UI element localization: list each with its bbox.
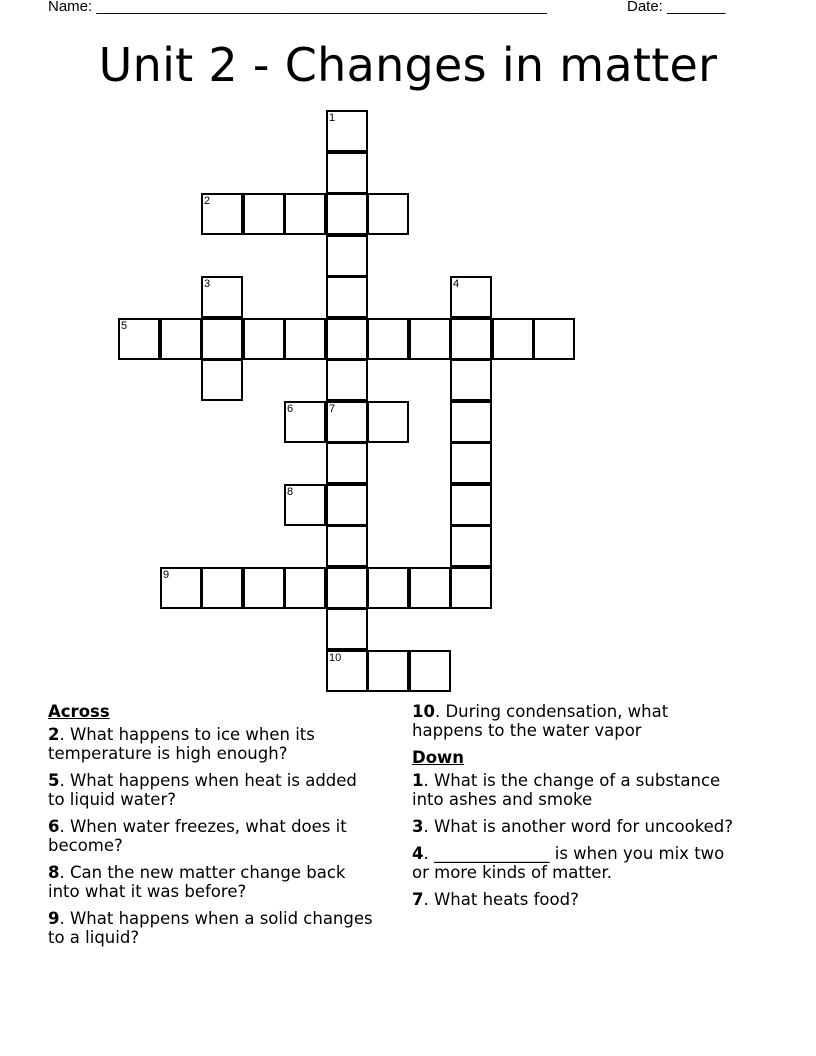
crossword-cell[interactable] xyxy=(284,484,326,526)
clue-across-6: 6. When water freezes, what does it become? xyxy=(48,817,347,855)
crossword-cell[interactable] xyxy=(201,359,243,401)
crossword-cell[interactable] xyxy=(326,193,368,235)
crossword-cell[interactable] xyxy=(326,318,368,360)
crossword-cell[interactable] xyxy=(326,359,368,401)
name-label: Name: xyxy=(48,0,93,15)
crossword-cell[interactable] xyxy=(284,193,326,235)
crossword-cell[interactable] xyxy=(326,567,368,609)
across-heading: Across xyxy=(48,702,110,721)
date-field[interactable] xyxy=(627,0,725,16)
crossword-cell[interactable] xyxy=(450,442,492,484)
crossword-cell[interactable] xyxy=(326,608,368,650)
crossword-cell[interactable] xyxy=(450,525,492,567)
crossword-cell[interactable] xyxy=(533,318,575,360)
crossword-cell[interactable] xyxy=(450,359,492,401)
crossword-cell[interactable] xyxy=(326,525,368,567)
clue-across-8: 8. Can the new matter change back into what it was before? xyxy=(48,863,346,901)
crossword-cell[interactable] xyxy=(284,318,326,360)
crossword-cell[interactable] xyxy=(450,401,492,443)
clue-down-3: 3. What is another word for uncooked? xyxy=(412,817,734,836)
crossword-cell[interactable] xyxy=(450,567,492,609)
crossword-cell[interactable] xyxy=(367,650,409,692)
crossword-cell[interactable] xyxy=(409,318,451,360)
clue-down-4: 4. ______________ is when you mix two or more kinds of matter. xyxy=(412,844,725,882)
clue-number: 2 xyxy=(204,195,211,207)
clue-across-10: 10. During condensation, what happens to the water vapor xyxy=(412,702,669,740)
date-label: Date: xyxy=(627,0,663,15)
crossword-cell[interactable] xyxy=(409,650,451,692)
clue-number: 1 xyxy=(329,112,336,124)
crossword-cell[interactable] xyxy=(201,567,243,609)
crossword-cell[interactable] xyxy=(367,318,409,360)
clue-across-5: 5. What happens when heat is added to liquid water? xyxy=(48,771,357,809)
crossword-cell[interactable] xyxy=(326,235,368,277)
crossword-cell[interactable] xyxy=(201,193,243,235)
clue-number: 8 xyxy=(287,486,294,498)
crossword-cell[interactable] xyxy=(367,401,409,443)
clue-across-9: 9. What happens when a solid changes to a liquid? xyxy=(48,909,373,947)
crossword-cell[interactable] xyxy=(450,484,492,526)
crossword-cell[interactable] xyxy=(326,276,368,318)
name-line: ______________________________________________________ xyxy=(96,0,547,15)
clue-number: 10 xyxy=(329,652,342,664)
crossword-cell[interactable] xyxy=(284,567,326,609)
crossword-cell[interactable] xyxy=(201,318,243,360)
clue-number: 6 xyxy=(287,403,294,415)
crossword-cell[interactable] xyxy=(326,110,368,152)
crossword-cell[interactable] xyxy=(326,484,368,526)
crossword-cell[interactable] xyxy=(284,401,326,443)
crossword-cell[interactable] xyxy=(326,152,368,194)
crossword-cell[interactable] xyxy=(201,276,243,318)
crossword-cell[interactable] xyxy=(326,401,368,443)
down-clues xyxy=(412,702,742,917)
clue-down-7: 7. What heats food? xyxy=(412,890,579,909)
clue-number: 9 xyxy=(163,569,170,581)
crossword-cell[interactable] xyxy=(492,318,534,360)
clue-number: 5 xyxy=(121,320,128,332)
across-clues xyxy=(48,702,378,955)
crossword-cell[interactable] xyxy=(450,276,492,318)
crossword-cell[interactable] xyxy=(326,442,368,484)
crossword-cell[interactable] xyxy=(160,567,202,609)
crossword-cell[interactable] xyxy=(367,567,409,609)
crossword-cell[interactable] xyxy=(367,193,409,235)
name-field[interactable] xyxy=(48,0,547,16)
crossword-cell[interactable] xyxy=(160,318,202,360)
crossword-cell[interactable] xyxy=(243,318,285,360)
clue-number: 4 xyxy=(453,278,460,290)
crossword-cell[interactable] xyxy=(243,193,285,235)
clue-down-1: 1. What is the change of a substance into ashes and smoke xyxy=(412,771,721,809)
crossword-cell[interactable] xyxy=(326,650,368,692)
clue-number: 3 xyxy=(204,278,211,290)
crossword-cell[interactable] xyxy=(118,318,160,360)
crossword-cell[interactable] xyxy=(243,567,285,609)
crossword-cell[interactable] xyxy=(450,318,492,360)
clue-across-2: 2. What happens to ice when its temperature is high enough? xyxy=(48,725,315,763)
down-heading: Down xyxy=(412,748,465,767)
date-line: _______ xyxy=(667,0,726,15)
page-title: Unit 2 - Changes in matter xyxy=(98,38,718,92)
crossword-cell[interactable] xyxy=(409,567,451,609)
clue-number: 7 xyxy=(329,403,336,415)
